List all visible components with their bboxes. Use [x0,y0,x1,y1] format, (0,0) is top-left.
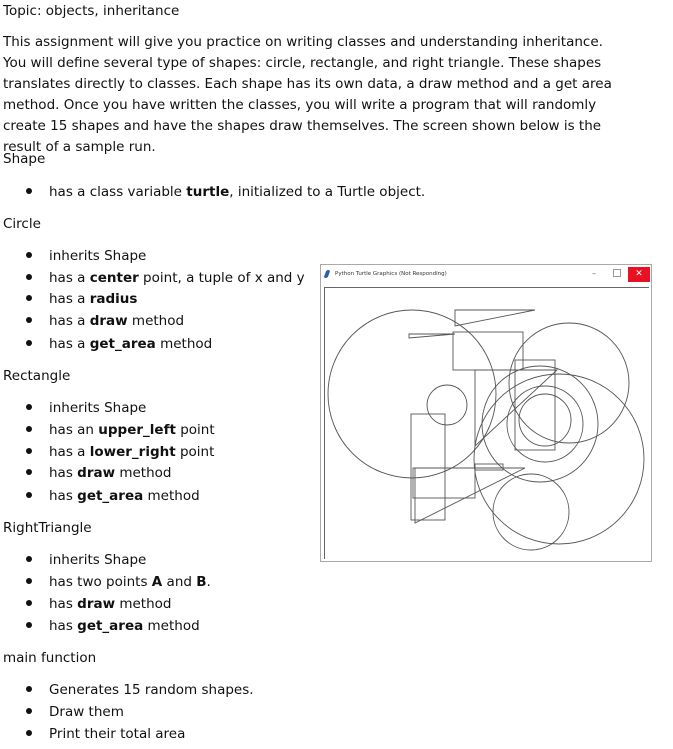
triangle-heading: RightTriangle [3,520,92,536]
triangle-bullet-points: has two points A and B. [26,572,211,592]
triangle-shape [455,310,535,326]
circle-shape [427,385,467,425]
circle-shape [482,366,598,482]
close-icon[interactable]: ✕ [628,267,650,282]
bullet-dot [26,188,32,194]
shape-bullet-turtle: has a class variable turtle, initialized to a Turtle object. [26,182,425,202]
feather-icon [324,270,331,278]
rectangle-bullet-lower-right: has a lower_right point [26,442,214,462]
turtle-window-title: Python Turtle Graphics (Not Responding) [335,271,447,277]
main-bullet-generate: Generates 15 random shapes. [26,680,254,700]
rectangle-bullet-upper-left: has an upper_left point [26,420,215,440]
triangle-bullet-inherits: inherits Shape [26,550,146,570]
rectangle-bullet-draw: has draw method [26,463,172,483]
circle-bullet-radius: has a radius [26,289,137,309]
rectangle-shape [453,332,523,370]
main-heading: main function [3,650,97,666]
rectangle-bullet-get-area: has get_area method [26,486,200,506]
turtle-canvas [324,287,649,559]
triangle-bullet-get-area: has get_area method [26,616,200,636]
maximize-icon[interactable] [613,269,621,277]
shape-heading: Shape [3,151,46,167]
rectangle-bullet-inherits: inherits Shape [26,398,146,418]
main-bullet-print-area: Print their total area [26,724,185,744]
rectangle-shape [411,414,445,520]
triangle-shape [475,370,557,446]
turtle-drawing [325,288,649,559]
circle-shape [493,474,569,550]
circle-shape [509,323,629,443]
triangle-shape [409,334,455,338]
rectangle-heading: Rectangle [3,368,71,384]
turtle-window [320,264,652,562]
rectangle-shape [413,468,475,498]
circle-heading: Circle [3,216,41,232]
circle-shape [328,310,496,478]
circle-bullet-center: has a center point, a tuple of x and y [26,268,305,288]
circle-shape [507,386,583,462]
main-bullet-draw: Draw them [26,702,124,722]
circle-bullet-inherits: inherits Shape [26,246,146,266]
turtle-window-titlebar [321,265,651,285]
circle-bullet-get-area: has a get_area method [26,334,212,354]
circle-bullet-draw: has a draw method [26,311,184,331]
triangle-shape [415,468,525,523]
topic-line: Topic: objects, inheritance [3,3,180,19]
triangle-bullet-draw: has draw method [26,594,172,614]
intro-paragraph: This assignment will give you practice on writing classes and understanding inheritance. You will define several type of shapes: circle, rectangle, and right triangle. These shapes translates directly to classes. Each shape has its own data, a draw method and a get area method. Once you have written the classes, you will write a program that will randomly create 15 shapes and have the shapes draw themselves. The screen shown below is the result of a sample run. [3,34,612,155]
rectangle-shape [515,360,555,450]
minimize-icon[interactable]: – [592,269,596,278]
